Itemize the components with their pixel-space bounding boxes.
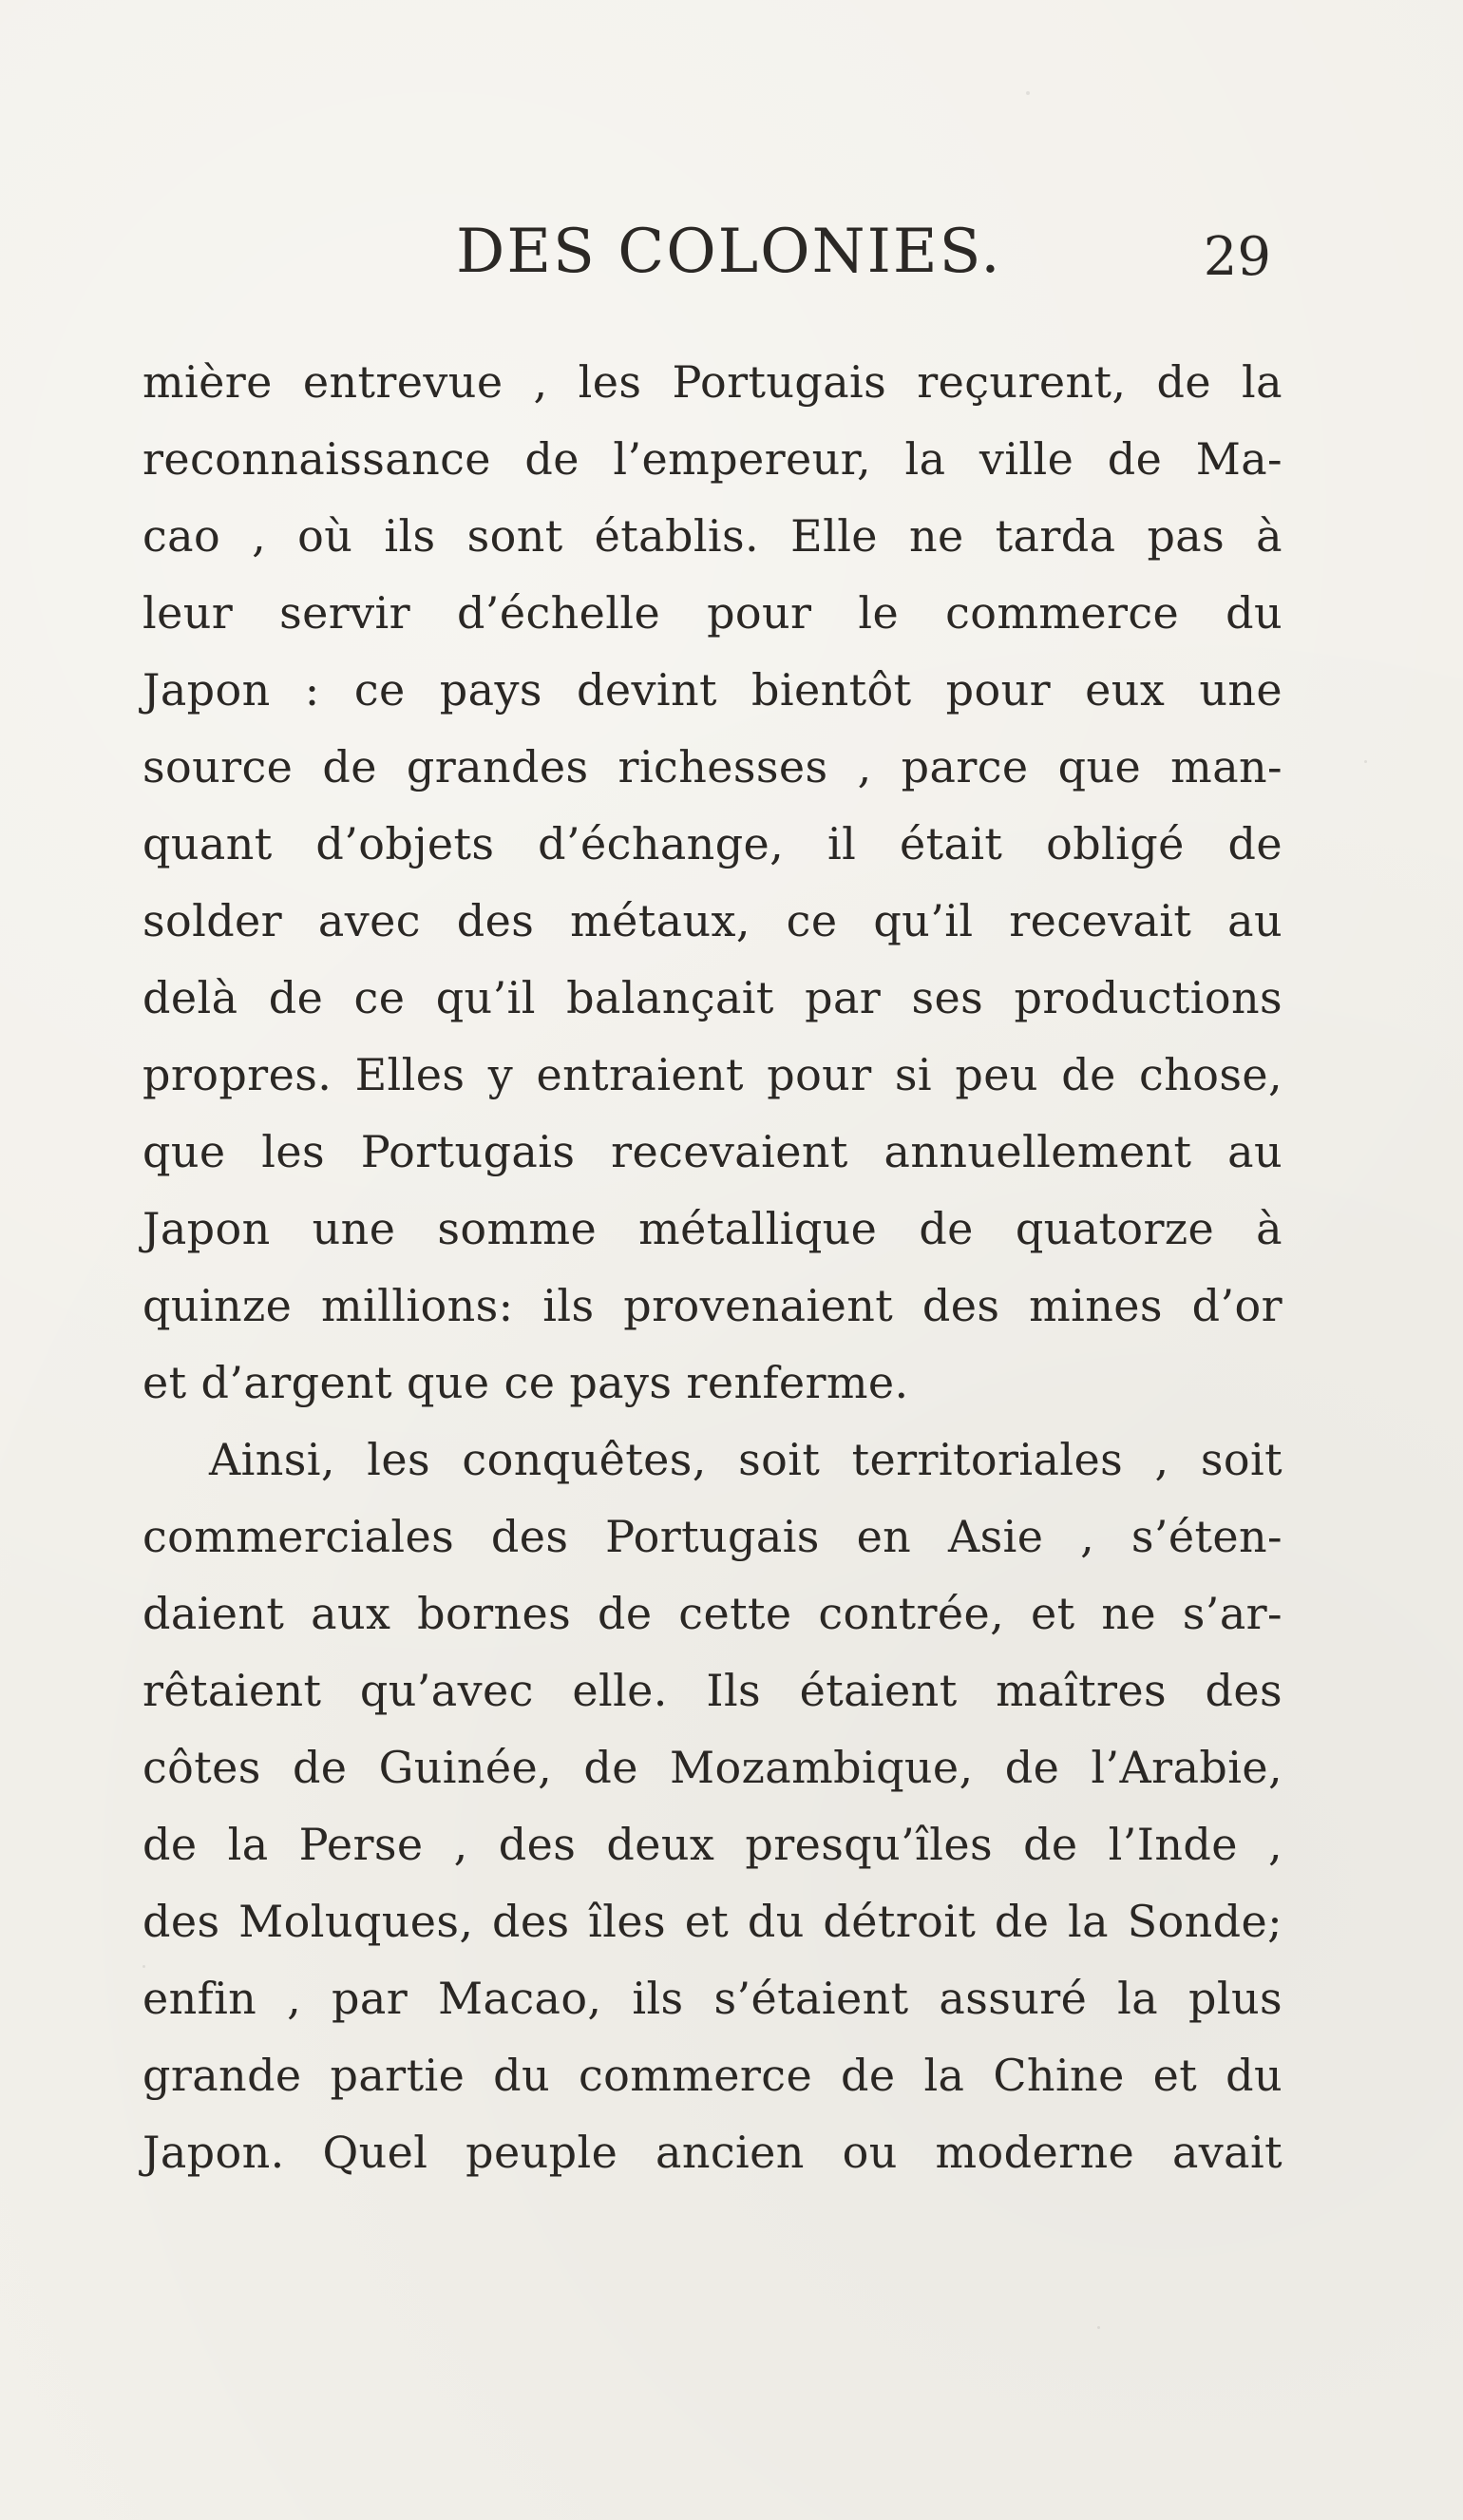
text-line: Ainsi, les conquêtes, soit territoriales , soit: [209, 1434, 1282, 1485]
text-line: enfin , par Macao, ils s’étaient assuré la plus: [142, 1973, 1282, 2024]
text-line: solder avec des métaux, ce qu’il recevait au: [142, 895, 1282, 946]
page-header: [142, 217, 1320, 293]
text-line: cao , où ils sont établis. Elle ne tarda pas à: [142, 510, 1282, 562]
paper-speck: [1364, 760, 1367, 763]
page-number: 29: [1203, 226, 1271, 288]
running-title: DES COLONIES.: [456, 217, 1002, 287]
text-line: que les Portugais recevaient annuellement au: [142, 1126, 1282, 1177]
text-line: quant d’objets d’échange, il était obligé de: [142, 818, 1282, 869]
text-line: reconnaissance de l’empereur, la ville de Ma-: [142, 433, 1282, 485]
text-line: et d’argent que ce pays renferme.: [142, 1357, 909, 1408]
text-line: commerciales des Portugais en Asie , s’éten-: [142, 1511, 1282, 1562]
text-line: des Moluques, des îles et du détroit de la Sonde;: [142, 1896, 1282, 1947]
body-text: [142, 344, 1282, 2191]
text-line: daient aux bornes de cette contrée, et ne s’ar-: [142, 1588, 1282, 1639]
text-line: Japon : ce pays devint bientôt pour eux une: [142, 664, 1282, 716]
text-line: Japon. Quel peuple ancien ou moderne avait: [142, 2127, 1282, 2178]
text-line: rêtaient qu’avec elle. Ils étaient maîtres des: [142, 1665, 1282, 1716]
text-line: Japon une somme métallique de quatorze à: [142, 1203, 1282, 1254]
text-line: leur servir d’échelle pour le commerce du: [142, 587, 1282, 639]
text-line: grande partie du commerce de la Chine et du: [142, 2050, 1282, 2101]
text-line: propres. Elles y entraient pour si peu de chose,: [142, 1049, 1282, 1100]
paper-speck: [1026, 91, 1030, 95]
text-line: delà de ce qu’il balançait par ses productions: [142, 972, 1282, 1023]
text-line: mière entrevue , les Portugais reçurent, de la: [142, 356, 1282, 408]
text-line: quinze millions: ils provenaient des mines d’or: [142, 1280, 1282, 1331]
text-line: de la Perse , des deux presqu’îles de l’Inde ,: [142, 1819, 1282, 1870]
paper-speck: [1097, 2326, 1100, 2329]
text-line: côtes de Guinée, de Mozambique, de l’Arabie,: [142, 1742, 1282, 1793]
text-line: source de grandes richesses , parce que man-: [142, 741, 1282, 792]
